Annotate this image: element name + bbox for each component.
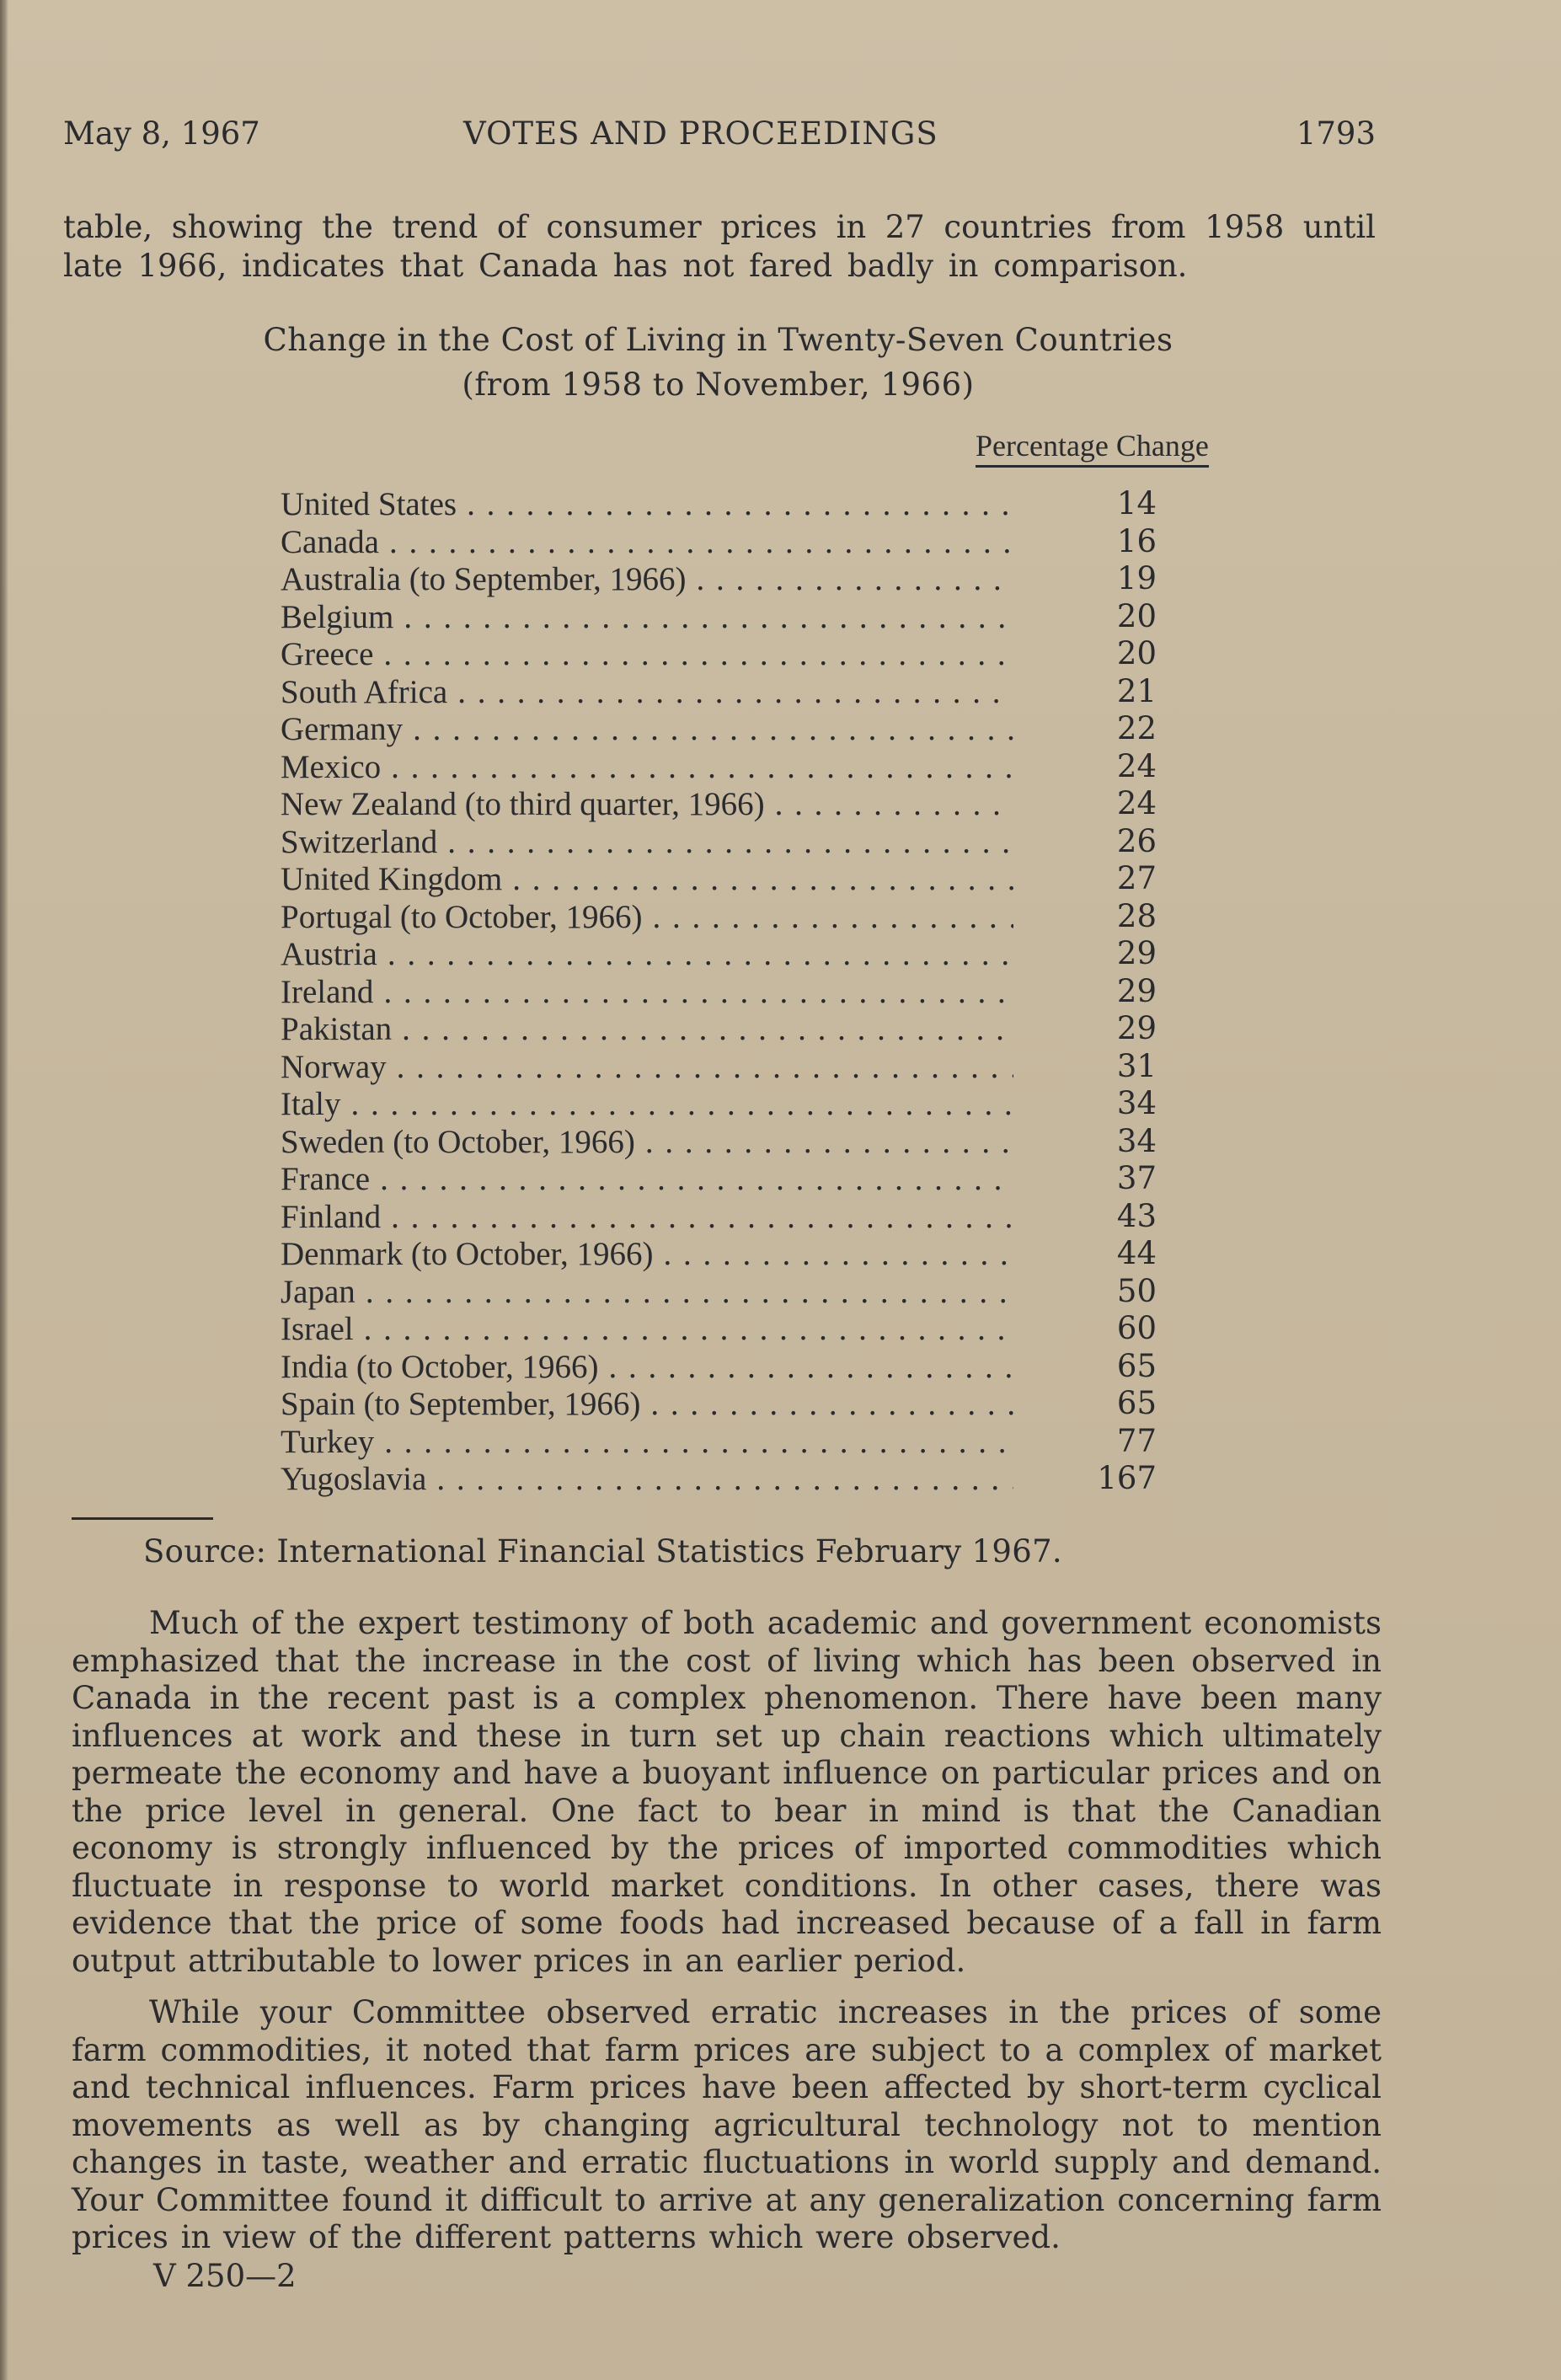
country-name xyxy=(281,598,1013,636)
country-label: Turkey xyxy=(281,1423,375,1460)
page-number: 1793 xyxy=(1296,115,1376,152)
table-row xyxy=(281,1385,1165,1423)
table-row xyxy=(281,710,1165,748)
body-paragraph: Much of the expert testimony of both academic and government economists emphasized that the increase in the cost of living which has been observed in Canada in the recent past is a complex phenomenon. There have been many influences at work and these in turn set up chain reactions which ultimately permeate the economy and have a buoyant influence on particular prices and on the price level in general. One fact to bear in mind is that the Canadian economy is strongly influenced by the prices of imported commodities which fluctuate in response to world market conditions. In other cases, there was evidence that the price of some foods had increased because of a fall in farm output attributable to lower prices in an earlier period. xyxy=(72,1605,1382,1979)
country-label: Finland xyxy=(281,1198,382,1235)
country-label: Israel xyxy=(281,1311,354,1347)
table-row xyxy=(281,748,1165,786)
percentage-value: 167 xyxy=(1097,1460,1157,1496)
country-label: Pakistan xyxy=(281,1011,393,1047)
percentage-value: 20 xyxy=(1116,597,1157,634)
country-name xyxy=(281,973,1013,1011)
country-label: Sweden (to October, 1966) xyxy=(281,1123,635,1160)
table-row xyxy=(281,860,1165,898)
country-name xyxy=(281,935,1013,973)
percentage-value: 16 xyxy=(1116,522,1157,559)
table-row xyxy=(281,973,1165,1011)
table-title: Change in the Cost of Living in Twenty-Seven Countries xyxy=(263,322,1173,358)
cost-of-living-table xyxy=(281,485,1165,1498)
country-label: Canada xyxy=(281,523,379,560)
running-header xyxy=(63,115,1376,158)
country-name xyxy=(281,1423,1013,1461)
footer-signature: V 250—2 xyxy=(153,2258,297,2294)
table-row xyxy=(281,1348,1165,1386)
table-row xyxy=(281,898,1165,936)
country-name xyxy=(281,1460,1013,1498)
percentage-value: 31 xyxy=(1116,1047,1157,1084)
country-label: Japan xyxy=(281,1273,356,1310)
country-name xyxy=(281,860,1013,898)
table-row xyxy=(281,560,1165,598)
header-title: VOTES AND PROCEEDINGS xyxy=(463,115,938,152)
table-row xyxy=(281,598,1165,636)
percentage-value: 37 xyxy=(1116,1160,1157,1196)
table-row xyxy=(281,1010,1165,1048)
country-name xyxy=(281,485,1013,523)
country-name xyxy=(281,560,1013,598)
table-row xyxy=(281,1160,1165,1198)
percentage-value: 43 xyxy=(1116,1197,1157,1234)
country-name xyxy=(281,523,1013,561)
body-paragraph: While your Committee observed erratic increases in the prices of some farm commodities, it noted that farm prices are subject to a complex of market and technical influences. Farm prices have been affected by short-term cyclical movements as well as by changing agricultural technology not to mention changes in taste, weather and erratic fluctuations in world supply and demand. Your Committee found it difficult to arrive at any generalization concerning farm prices in view of the different patterns which were observed. xyxy=(72,1994,1382,2255)
header-date: May 8, 1967 xyxy=(63,115,260,152)
country-name xyxy=(281,785,1013,823)
table-row xyxy=(281,1310,1165,1348)
table-row xyxy=(281,1273,1165,1311)
country-name xyxy=(281,823,1013,861)
country-name xyxy=(281,1310,1013,1348)
country-label: South Africa xyxy=(281,673,448,710)
table-row xyxy=(281,935,1165,973)
table-row xyxy=(281,1235,1165,1273)
percentage-value: 29 xyxy=(1116,935,1157,971)
country-label: Belgium xyxy=(281,598,394,635)
percentage-value: 60 xyxy=(1116,1310,1157,1346)
table-row xyxy=(281,785,1165,823)
country-label: Germany xyxy=(281,711,404,747)
table-row xyxy=(281,485,1165,523)
country-name xyxy=(281,1085,1013,1123)
country-label: India (to October, 1966) xyxy=(281,1348,599,1385)
country-label: Switzerland xyxy=(281,823,438,860)
percentage-value: 24 xyxy=(1116,785,1157,821)
country-label: United States xyxy=(281,486,457,522)
country-label: Mexico xyxy=(281,748,382,785)
country-name xyxy=(281,1010,1013,1048)
country-label: France xyxy=(281,1161,371,1197)
percentage-value: 21 xyxy=(1116,672,1157,709)
country-label: Denmark (to October, 1966) xyxy=(281,1236,654,1272)
country-label: Yugoslavia xyxy=(281,1461,427,1497)
percentage-value: 29 xyxy=(1116,1010,1157,1046)
percentage-value: 24 xyxy=(1116,747,1157,784)
country-name xyxy=(281,673,1013,711)
country-name xyxy=(281,1235,1013,1273)
column-header-percentage-change: Percentage Change xyxy=(976,428,1209,468)
country-label: Austria xyxy=(281,936,377,972)
country-name xyxy=(281,635,1013,673)
country-name xyxy=(281,1385,1013,1423)
country-name xyxy=(281,1348,1013,1386)
country-label: Ireland xyxy=(281,973,374,1010)
percentage-value: 28 xyxy=(1116,897,1157,934)
country-label: United Kingdom xyxy=(281,861,503,897)
country-name xyxy=(281,1160,1013,1198)
country-label: Australia (to September, 1966) xyxy=(281,561,687,597)
percentage-value: 27 xyxy=(1116,860,1157,896)
percentage-value: 26 xyxy=(1116,822,1157,859)
percentage-value: 50 xyxy=(1116,1272,1157,1309)
percentage-value: 77 xyxy=(1116,1422,1157,1459)
percentage-value: 22 xyxy=(1116,710,1157,746)
country-label: Italy xyxy=(281,1086,341,1122)
country-label: Portugal (to October, 1966) xyxy=(281,898,643,935)
table-row xyxy=(281,635,1165,673)
country-name xyxy=(281,1123,1013,1161)
country-name xyxy=(281,748,1013,786)
percentage-value: 65 xyxy=(1116,1347,1157,1384)
country-name xyxy=(281,710,1013,748)
country-label: Greece xyxy=(281,636,374,672)
table-row xyxy=(281,1123,1165,1161)
country-name xyxy=(281,1048,1013,1086)
country-name xyxy=(281,1273,1013,1311)
country-label: Norway xyxy=(281,1048,387,1085)
table-row xyxy=(281,1085,1165,1123)
percentage-value: 44 xyxy=(1116,1235,1157,1271)
table-row xyxy=(281,523,1165,561)
country-name xyxy=(281,898,1013,936)
percentage-value: 34 xyxy=(1116,1085,1157,1121)
country-label: New Zealand (to third quarter, 1966) xyxy=(281,786,765,822)
table-source: Source: International Financial Statistics February 1967. xyxy=(143,1533,1062,1570)
table-row xyxy=(281,1460,1165,1498)
table-row xyxy=(281,673,1165,711)
percentage-value: 34 xyxy=(1116,1122,1157,1159)
percentage-value: 20 xyxy=(1116,635,1157,671)
percentage-value: 19 xyxy=(1116,560,1157,596)
table-row xyxy=(281,1048,1165,1086)
table-subtitle: (from 1958 to November, 1966) xyxy=(462,366,975,403)
table-row xyxy=(281,823,1165,861)
percentage-value: 14 xyxy=(1116,485,1157,521)
table-row xyxy=(281,1423,1165,1461)
intro-paragraph: table, showing the trend of consumer prices in 27 countries from 1958 until late 1966, indicates that Canada has not fared badly in comparison. xyxy=(63,209,1376,284)
country-label: Spain (to September, 1966) xyxy=(281,1386,641,1422)
table-row xyxy=(281,1198,1165,1236)
percentage-value: 65 xyxy=(1116,1385,1157,1421)
footnote-rule xyxy=(72,1517,213,1520)
percentage-value: 29 xyxy=(1116,972,1157,1009)
country-name xyxy=(281,1198,1013,1236)
